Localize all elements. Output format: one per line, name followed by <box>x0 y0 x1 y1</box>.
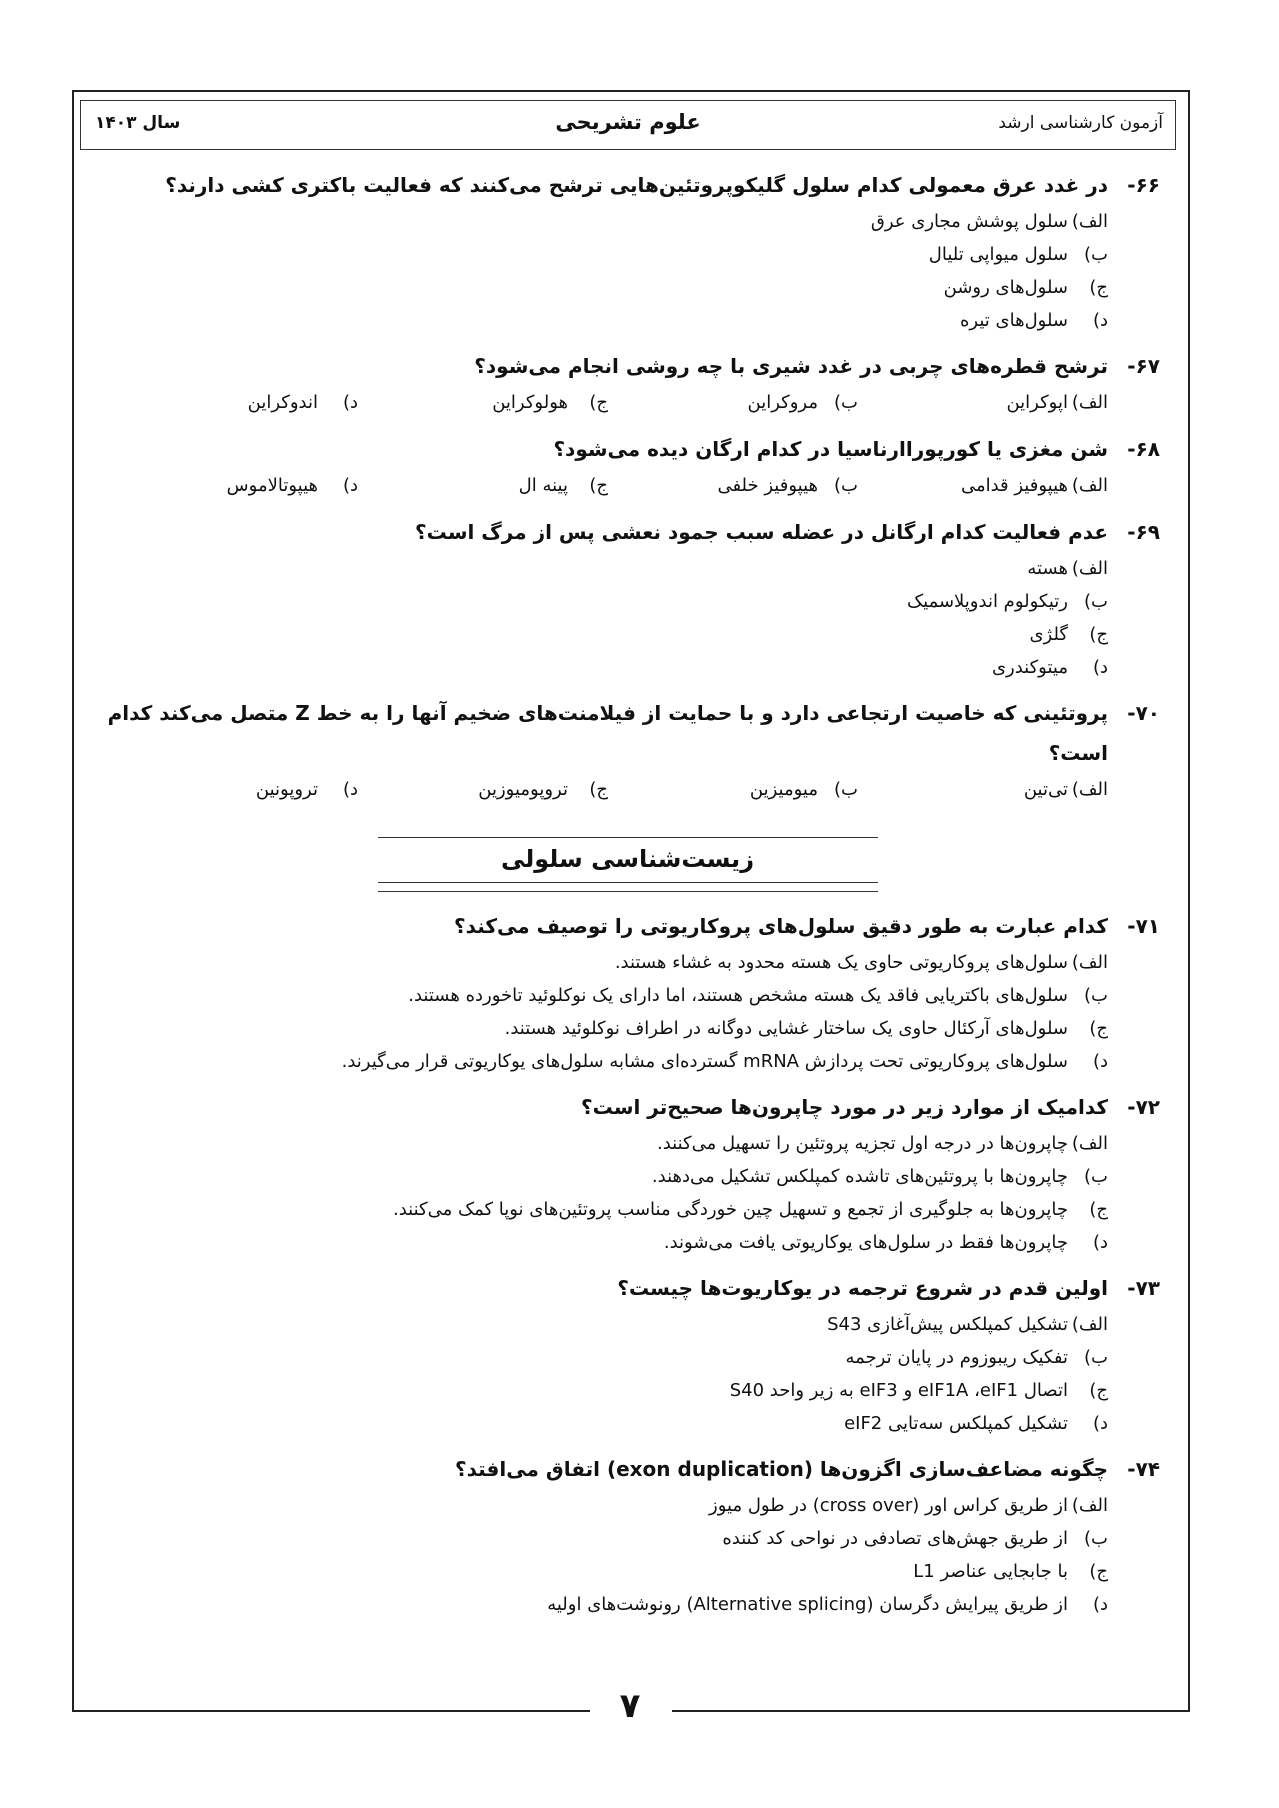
question-69 <box>95 512 1160 684</box>
question-66 <box>95 165 1160 337</box>
option-d: د) هیپوتالاموس <box>226 475 358 496</box>
option-b: ب) سلول‌های باکتریایی فاقد یک هسته مشخص هستند، اما دارای یک نوکلوئید تاخورده هستند. <box>408 985 1108 1006</box>
section-heading <box>378 837 878 892</box>
question-text: کدامیک از موارد زیر در مورد چاپرون‌ها صحیح‌تر است؟ <box>581 1095 1108 1119</box>
option-d: د) سلول‌های تیره <box>959 310 1108 331</box>
question-number: ۶۷- <box>1127 354 1160 378</box>
option-c: ج) تروپومیوزین <box>478 779 608 800</box>
option-c: ج) پینه ال <box>518 475 608 496</box>
question-70 <box>95 693 1160 807</box>
subject-title: علوم تشریحی <box>555 110 701 134</box>
option-b: ب) میومیزین <box>749 779 858 800</box>
option-d: د) تشکیل کمپلکس سه‌تایی eIF2 <box>844 1413 1108 1434</box>
option-b: ب) چاپرون‌ها با پروتئین‌های تاشده کمپلکس تشکیل می‌دهند. <box>651 1166 1108 1187</box>
option-d: د) از طریق پیرایش دگرسان (Alternative splicing) رونوشت‌های اولیه <box>547 1594 1108 1615</box>
option-c: ج) با جابجایی عناصر L1 <box>913 1561 1108 1582</box>
question-73 <box>95 1268 1160 1440</box>
option-d: د) سلول‌های پروکاریوتی تحت پردازش mRNA گسترده‌ای مشابه سلول‌های یوکاریوتی قرار می‌گیرند. <box>341 1051 1108 1072</box>
question-text: عدم فعالیت کدام ارگانل در عضله سبب جمود نعشی پس از مرگ است؟ <box>415 520 1108 544</box>
option-a: الف) چاپرون‌ها در درجه اول تجزیه پروتئین را تسهیل می‌کنند. <box>657 1133 1108 1154</box>
option-a: الف) از طریق کراس اور (cross over) در طول میوز <box>709 1495 1108 1516</box>
question-text: ترشح قطره‌های چربی در غدد شیری با چه روشی انجام می‌شود؟ <box>474 354 1108 378</box>
option-b: ب) تفکیک ریبوزوم در پایان ترجمه <box>845 1347 1108 1368</box>
question-71 <box>95 906 1160 1078</box>
section-title: زیست‌شناسی سلولی <box>378 842 878 883</box>
option-a: الف) تشکیل کمپلکس پیش‌آغازی S43 <box>827 1314 1108 1335</box>
question-text: اولین قدم در شروع ترجمه در یوکاریوت‌ها چیست؟ <box>617 1276 1108 1300</box>
option-a: الف) سلول پوشش مجاری عرق <box>870 211 1108 232</box>
question-72 <box>95 1087 1160 1259</box>
option-a: الف) هسته <box>1027 558 1108 579</box>
question-67 <box>95 346 1160 420</box>
option-c: ج) سلول‌های روشن <box>943 277 1108 298</box>
option-d: د) میتوکندری <box>991 657 1108 678</box>
question-text: پروتئینی که خاصیت ارتجاعی دارد و با حمایت از فیلامنت‌های ضخیم آنها را به خط Z متصل می‌کند کدام است؟ <box>107 701 1108 765</box>
option-b: ب) هیپوفیز خلفی <box>717 475 858 496</box>
question-number: ۶۹- <box>1127 520 1160 544</box>
option-a: الف) هیپوفیز قدامی <box>960 475 1108 496</box>
exam-title: آزمون کارشناسی ارشد <box>998 113 1163 133</box>
option-d: د) اندوکراین <box>247 392 358 413</box>
question-number: ۶۸- <box>1127 437 1160 461</box>
option-b: ب) از طریق جهش‌های تصادفی در نواحی کد کننده <box>722 1528 1108 1549</box>
option-c: ج) اتصال eIF1A ،eIF1 و eIF3 به زیر واحد S40 <box>729 1380 1108 1401</box>
option-c: ج) گلژی <box>1029 624 1108 645</box>
question-number: ۷۲- <box>1127 1095 1160 1119</box>
question-text: چگونه مضاعف‌سازی اگزون‌ها (exon duplication) اتفاق می‌افتد؟ <box>454 1457 1108 1481</box>
option-c: ج) سلول‌های آرکئال حاوی یک ساختار غشایی دوگانه در اطراف نوکلوئید هستند. <box>504 1018 1108 1039</box>
option-c: ج) چاپرون‌ها به جلوگیری از تجمع و تسهیل چین خوردگی مناسب پروتئین‌های نوپا کمک می‌کنند. <box>392 1199 1108 1220</box>
question-74 <box>95 1449 1160 1621</box>
question-number: ۷۳- <box>1127 1276 1160 1300</box>
page-number: ۷ <box>619 1686 641 1726</box>
question-number: ۷۴- <box>1127 1457 1160 1481</box>
question-number: ۶۶- <box>1127 173 1160 197</box>
option-a: الف) سلول‌های پروکاریوتی حاوی یک هسته محدود به غشاء هستند. <box>614 952 1108 973</box>
option-d: د) تروپونین <box>255 779 358 800</box>
option-b: ب) رتیکولوم اندوپلاسمیک <box>907 591 1108 612</box>
question-text: شن مغزی یا کورپوراارناسیا در کدام ارگان دیده می‌شود؟ <box>553 437 1108 461</box>
footer-rule-left <box>72 1710 590 1712</box>
option-d: د) چاپرون‌ها فقط در سلول‌های یوکاریوتی یافت می‌شوند. <box>663 1232 1108 1253</box>
option-a: الف) تی‌تین <box>1023 779 1108 800</box>
question-text: در غدد عرق معمولی کدام سلول گلیکوپروتئین‌هایی ترشح می‌کنند که فعالیت باکتری کشی دارند؟ <box>165 173 1108 197</box>
question-68 <box>95 429 1160 503</box>
question-number: ۷۰- <box>1127 701 1160 725</box>
question-number: ۷۱- <box>1127 914 1160 938</box>
exam-year: سال ۱۴۰۳ <box>95 113 181 133</box>
option-c: ج) هولوکراین <box>492 392 608 413</box>
option-a: الف) اپوکراین <box>1006 392 1108 413</box>
footer-rule-right <box>672 1710 1188 1712</box>
question-text: کدام عبارت به طور دقیق سلول‌های پروکاریوتی را توصیف می‌کند؟ <box>454 914 1108 938</box>
question-content <box>95 165 1160 1630</box>
page-header <box>80 100 1176 150</box>
option-b: ب) سلول میواپی تلیال <box>928 244 1108 265</box>
option-b: ب) مروکراین <box>747 392 858 413</box>
